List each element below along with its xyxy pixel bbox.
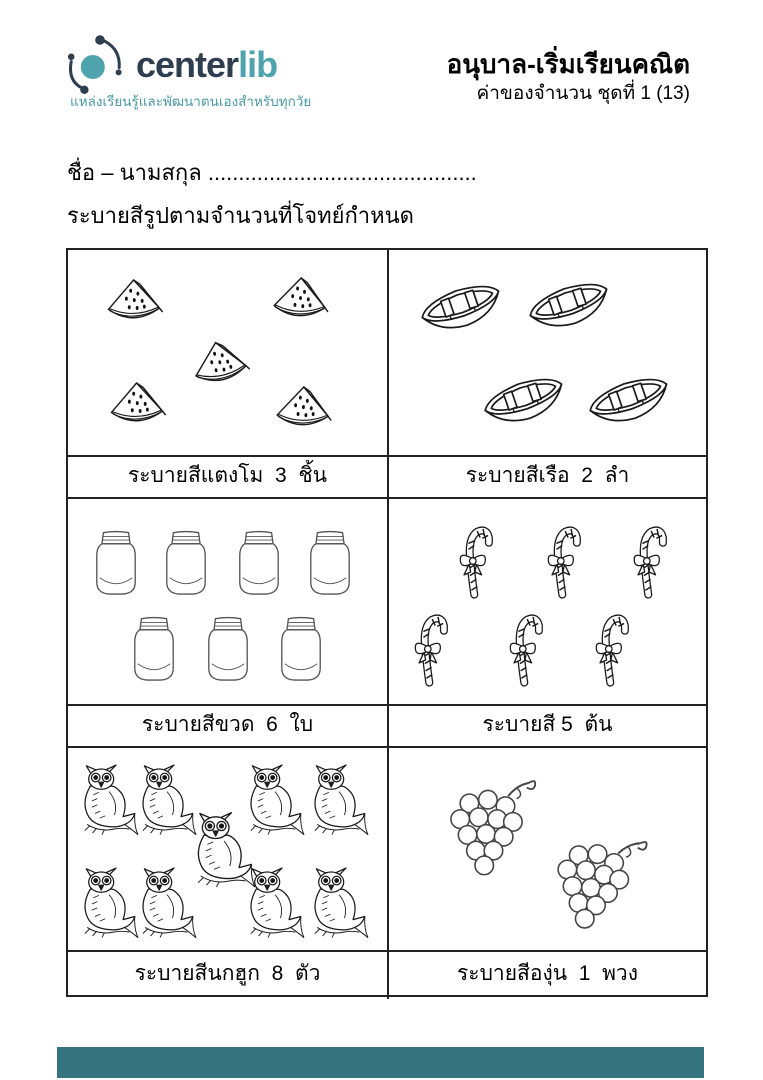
- watermelon-image: [181, 331, 262, 399]
- grape-bunch-image: [534, 825, 650, 949]
- watermelon-image: [102, 378, 174, 434]
- watermelon-image: [267, 380, 342, 440]
- jar-image: [202, 615, 254, 683]
- worksheet-subtitle: ค่าของจำนวน ชุดที่ 1 (13): [476, 83, 690, 104]
- candy-cane-image: [453, 523, 497, 599]
- watermelon-image: [99, 275, 171, 331]
- jar-image: [90, 529, 142, 597]
- cell-grapes: [387, 746, 706, 950]
- owl-image: [76, 866, 142, 941]
- owl-image: [76, 763, 142, 838]
- jar-image: [160, 529, 212, 597]
- owl-image: [306, 763, 372, 838]
- cell-boats: [387, 250, 706, 455]
- owl-image: [242, 866, 308, 941]
- caption-candy-cane: ระบายสี 5 ต้น: [387, 704, 706, 746]
- caption-watermelon: ระบายสีแตงโม 3 ชิ้น: [68, 455, 387, 497]
- jar-image: [275, 615, 327, 683]
- candy-cane-image: [627, 523, 671, 599]
- owl-image: [134, 866, 200, 941]
- candy-cane-image: [541, 523, 585, 599]
- candy-cane-image: [589, 611, 633, 687]
- name-field-line: ชื่อ – นามสกุล ............................................: [67, 160, 477, 185]
- orbit-dots-icon: [64, 34, 124, 94]
- rowboat-image: [577, 360, 683, 444]
- cell-candy-canes: [387, 497, 706, 704]
- footer-accent-bar: [57, 1047, 704, 1078]
- jar-image: [233, 529, 285, 597]
- grape-bunch-image: [436, 777, 538, 888]
- watermelon-image: [263, 271, 339, 332]
- logo-text-lib: lib: [238, 44, 278, 85]
- cell-watermelons: [68, 250, 387, 455]
- caption-boat: ระบายสีเรือ 2 ลำ: [387, 455, 706, 497]
- candy-cane-image: [503, 611, 547, 687]
- rowboat-image: [473, 360, 579, 444]
- cell-jars: [68, 497, 387, 704]
- jar-image: [128, 615, 180, 683]
- caption-grapes: ระบายสีองุ่น 1 พวง: [387, 950, 706, 999]
- rowboat-image: [409, 268, 515, 352]
- caption-jar: ระบายสีขวด 6 ใบ: [68, 704, 387, 746]
- caption-owl: ระบายสีนกฮูก 8 ตัว: [68, 950, 387, 999]
- logo-text-center: center: [136, 44, 239, 85]
- brand-tagline: แหล่งเรียนรู้และพัฒนาตนเองสำหรับทุกวัย: [70, 94, 312, 109]
- instruction-text: ระบายสีรูปตามจำนวนที่โจทย์กำหนด: [67, 203, 414, 228]
- worksheet-title: อนุบาล-เริ่มเรียนคณิต: [446, 49, 690, 79]
- cell-owls: [68, 746, 387, 950]
- jar-image: [304, 529, 356, 597]
- owl-image: [306, 866, 372, 941]
- worksheet-table: [66, 248, 708, 997]
- candy-cane-image: [408, 611, 452, 687]
- rowboat-image: [517, 265, 623, 349]
- logo-wordmark: [136, 44, 277, 86]
